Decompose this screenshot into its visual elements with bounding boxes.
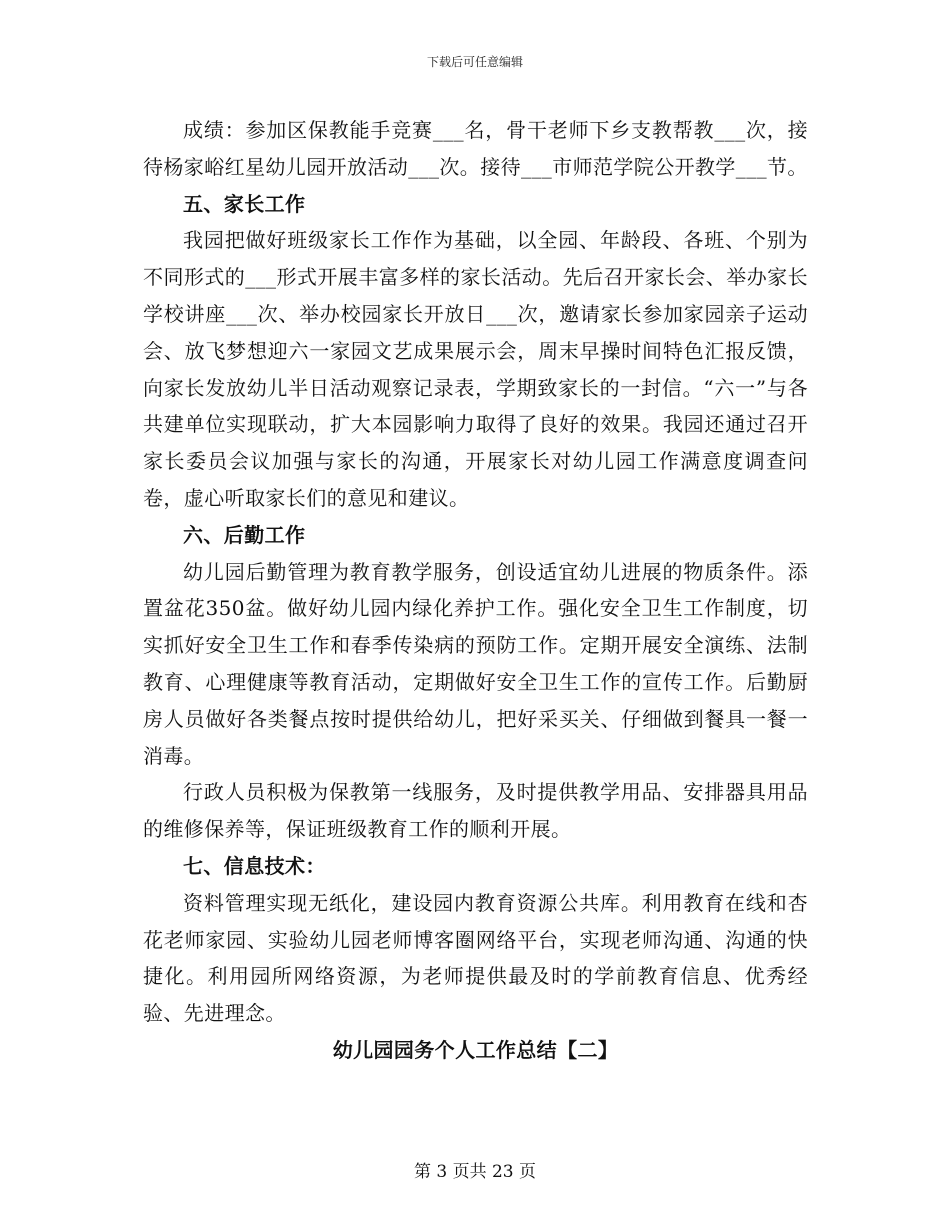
next-document-title: 幼儿园园务个人工作总结【二】 [332, 1037, 619, 1062]
logistics-paragraph: 幼儿园后勤管理为教育教学服务，创设适宜幼儿进展的物质条件。添置盆花350盆。做好幼儿园内绿化养护工作。强化安全卫生工作制度，切实抓好安全卫生工作和春季传染病的预防工作。定期开展安全演练、法制教育、心理健康等教育活动，定期做好安全卫生工作的宣传工作。后勤厨房人员做好各类餐点按时提供给幼儿，把好采买关、仔细做到餐具一餐一消毒。 [143, 559, 808, 768]
parent-work-paragraph: 我园把做好班级家长工作作为基础，以全园、年龄段、各班、个别为不同形式的___形式开展丰富多样的家长活动。先后召开家长会、举办家长学校讲座___次、举办校园家长开放日___次，邀请家长参加家园亲子运动会、放飞梦想迎六一家园文艺成果展示会，周末早操时间特色汇报反馈，向家长发放幼儿半日活动观察记录表，学期致家长的一封信。“六一”与各共建单位实现联动，扩大本园影响力取得了良好的效果。我园还通过召开家长委员会议加强与家长的沟通，开展家长对幼儿园工作满意度调查问卷，虚心听取家长们的意见和建议。 [143, 228, 808, 510]
document-body [143, 112, 808, 1069]
section-heading-logistics: 六、后勤工作 [183, 522, 306, 547]
it-paragraph: 资料管理实现无纸化，建设园内教育资源公共库。利用教育在线和杏花老师家园、实验幼儿园老师博客圈网络平台，实现老师沟通、沟通的快捷化。利用园所网络资源，为老师提供最及时的学前教育信息、优秀经验、先进理念。 [143, 890, 808, 1026]
page-footer: 第 3 页共 23 页 [413, 1162, 537, 1182]
page-header: 下载后可任意编辑 [426, 55, 523, 69]
section-heading-parent-work: 五、家长工作 [183, 191, 306, 216]
admin-paragraph: 行政人员积极为保教第一线服务，及时提供教学用品、安排器具用品的维修保养等，保证班级教育工作的顺利开展。 [143, 780, 808, 842]
achievements-paragraph: 成绩：参加区保教能手竞赛___名，骨干老师下乡支教帮教___次，接待杨家峪红星幼儿园开放活动___次。接待___市师范学院公开教学___节。 [143, 118, 808, 179]
section-heading-it: 七、信息技术： [183, 853, 326, 878]
